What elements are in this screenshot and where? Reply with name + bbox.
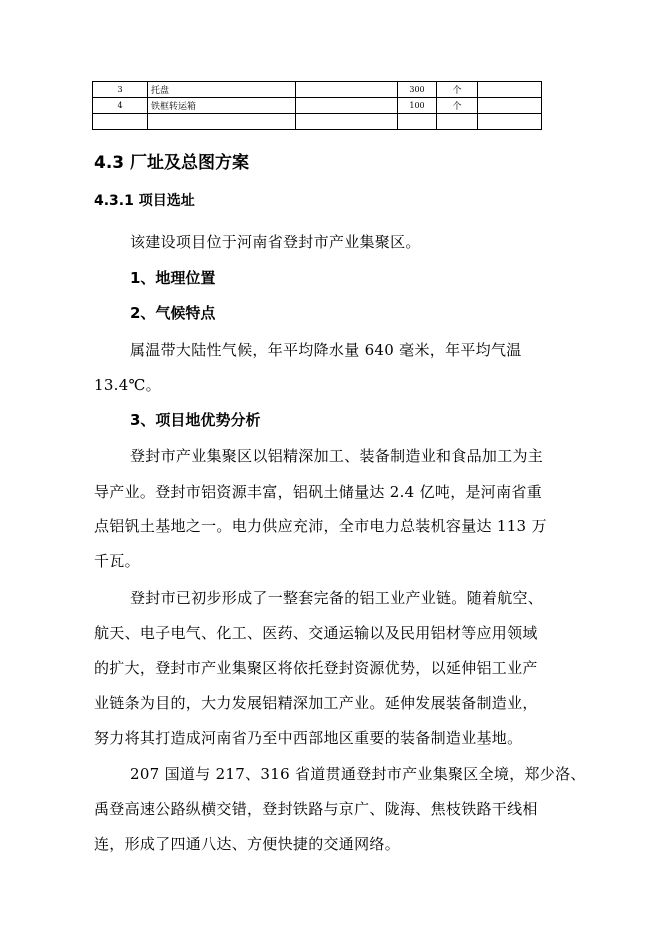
item-name: 铁框转运箱 — [148, 98, 296, 114]
advantage-paragraph-1: 千瓦。 — [94, 552, 140, 570]
advantage-paragraph-1: 点铝钒土基地之一。电力供应充沛，全市电力总装机容量达 113 万 — [94, 517, 547, 535]
advantage-paragraph-1: 导产业。登封市铝资源丰富，铝矾土储量达 2.4 亿吨，是河南省重 — [94, 483, 542, 501]
intro-paragraph: 该建设项目位于河南省登封市产业集聚区。 — [130, 233, 421, 251]
row-number — [93, 114, 148, 130]
climate-text-line: 属温带大陆性气候，年平均降水量 640 毫米，年平均气温 — [130, 341, 522, 359]
advantage-paragraph-3: 禹登高速公路纵横交错，登封铁路与京广、陇海、焦枝铁路干线相 — [94, 800, 538, 818]
advantage-paragraph-2: 的扩大，登封市产业集聚区将依托登封资源优势，以延伸铝工业产 — [94, 659, 538, 677]
advantage-paragraph-2: 航天、电子电气、化工、医药、交通运输以及民用铝材等应用领域 — [94, 624, 538, 642]
item-name: 托盘 — [148, 82, 296, 98]
item-note — [478, 98, 542, 114]
climate-text-line: 13.4℃。 — [94, 376, 161, 394]
advantage-paragraph-2: 业链条为目的，大力发展铝精深加工产业。延伸发展装备制造业， — [94, 694, 538, 712]
item-quantity: 300 — [398, 82, 437, 98]
item-unit — [437, 114, 478, 130]
equipment-table — [92, 81, 542, 130]
table-row — [93, 82, 542, 98]
item-unit: 个 — [437, 82, 478, 98]
advantage-paragraph-1: 登封市产业集聚区以铝精深加工、装备制造业和食品加工为主 — [130, 447, 544, 465]
item-unit: 个 — [437, 98, 478, 114]
advantage-paragraph-3: 207 国道与 217、316 省道贯通登封市产业集聚区全境，郑少洛、 — [130, 765, 586, 783]
item-quantity — [398, 114, 437, 130]
heading-climate: 2、气候特点 — [130, 304, 216, 322]
advantage-paragraph-2: 登封市已初步形成了一整套完备的铝工业产业链。随着航空、 — [130, 589, 544, 607]
advantage-paragraph-3: 连，形成了四通八达、方便快捷的交通网络。 — [94, 835, 401, 853]
row-number: 3 — [93, 82, 148, 98]
advantage-paragraph-2: 努力将其打造成河南省乃至中西部地区重要的装备制造业基地。 — [94, 729, 523, 747]
item-note — [478, 82, 542, 98]
table-row — [93, 114, 542, 130]
table-row — [93, 98, 542, 114]
section-title: 4.3 厂址及总图方案 — [94, 153, 250, 173]
item-quantity: 100 — [398, 98, 437, 114]
heading-geography: 1、地理位置 — [130, 269, 216, 287]
item-spec — [296, 114, 398, 130]
subsection-title: 4.3.1 项目选址 — [94, 193, 195, 209]
item-spec — [296, 98, 398, 114]
item-name — [148, 114, 296, 130]
heading-advantage: 3、项目地优势分析 — [130, 411, 261, 429]
row-number: 4 — [93, 98, 148, 114]
item-note — [478, 114, 542, 130]
item-spec — [296, 82, 398, 98]
